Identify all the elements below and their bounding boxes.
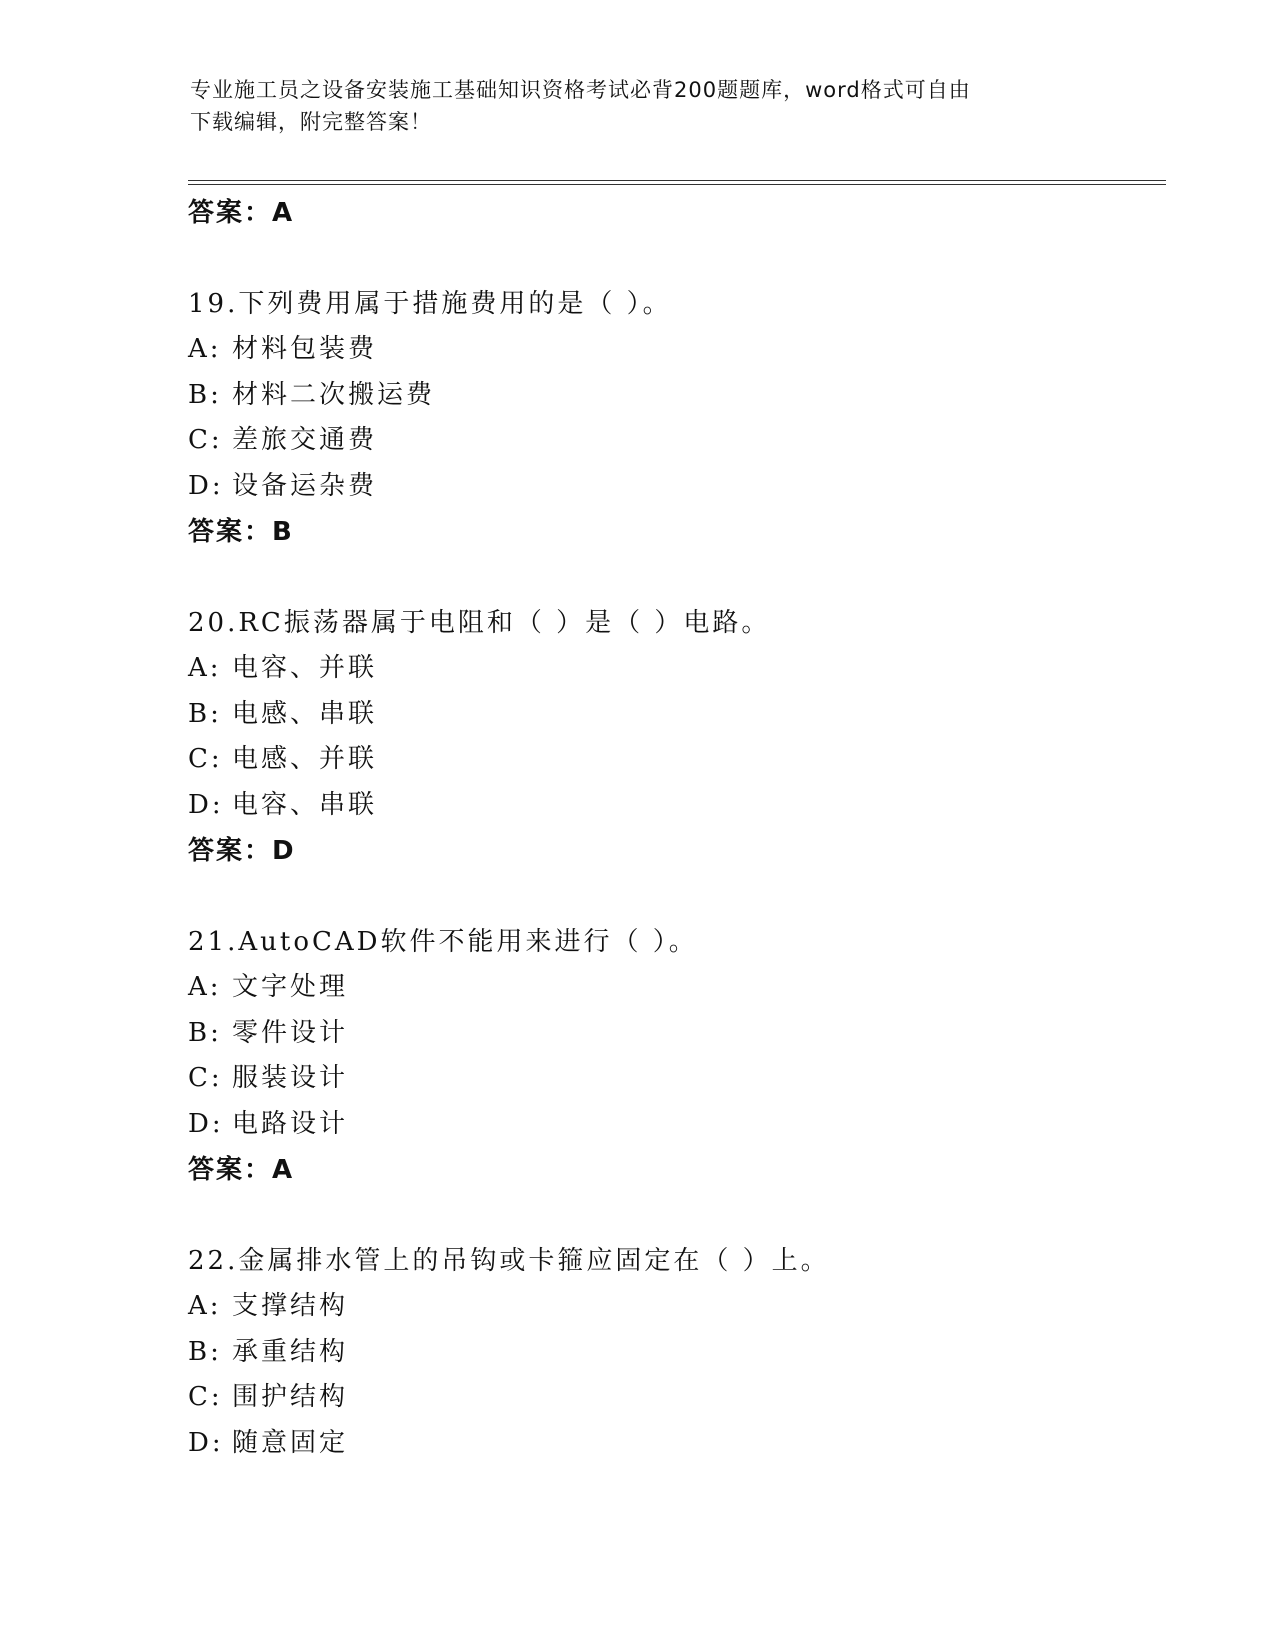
- answer-line: 答案：D: [188, 836, 296, 866]
- option-text: 材料二次搬运费: [232, 379, 436, 410]
- question-number: 21.: [188, 927, 239, 957]
- option-d: [188, 1421, 1148, 1467]
- option-a: [188, 327, 1148, 373]
- question-text: [188, 281, 1148, 327]
- spacer: [188, 236, 1148, 281]
- question-number: 22.: [188, 1246, 239, 1276]
- option-letter: C:: [188, 1382, 223, 1412]
- option-letter: B:: [188, 1336, 222, 1367]
- question-number: 19.: [188, 289, 239, 319]
- document-header: [190, 74, 1090, 138]
- option-letter: C:: [188, 744, 223, 774]
- option-d: [188, 1102, 1148, 1148]
- option-text: 设备运杂费: [232, 470, 378, 501]
- header-divider-top: [188, 180, 1166, 181]
- option-b: [188, 1330, 1148, 1376]
- option-text: 服装设计: [232, 1063, 349, 1093]
- option-b: [188, 1011, 1148, 1057]
- answer-line: 答案：B: [188, 517, 294, 547]
- option-c: [188, 418, 1148, 464]
- header-divider-bottom: [188, 184, 1166, 185]
- option-a: [188, 1284, 1148, 1330]
- header-line-1: 专业施工员之设备安装施工基础知识资格考试必背200题题库，word格式可自由: [190, 78, 971, 102]
- header-line-2: 下载编辑，附完整答案！: [190, 110, 432, 134]
- option-c: [188, 737, 1148, 783]
- question-body: 金属排水管上的吊钩或卡箍应固定在（ ）上。: [238, 1246, 830, 1276]
- option-c: [188, 1375, 1148, 1421]
- option-text: 围护结构: [232, 1382, 349, 1412]
- option-b: [188, 373, 1148, 419]
- option-text: 电容、并联: [232, 653, 378, 683]
- option-text: 文字处理: [232, 972, 349, 1002]
- spacer: [188, 555, 1148, 600]
- question-list: [188, 190, 1148, 1466]
- question-text: [188, 1238, 1148, 1284]
- question-body: RC振荡器属于电阻和（ ）是（ ）电路。: [238, 608, 771, 638]
- option-d: [188, 783, 1148, 829]
- option-letter: D:: [188, 1427, 224, 1458]
- option-text: 材料包装费: [232, 334, 378, 364]
- option-letter: D:: [188, 789, 224, 820]
- option-letter: D:: [188, 470, 224, 501]
- spacer: [188, 874, 1148, 919]
- question-body: AutoCAD软件不能用来进行（ ）。: [238, 927, 698, 957]
- option-c: [188, 1056, 1148, 1102]
- option-letter: A:: [188, 1291, 222, 1321]
- option-a: [188, 965, 1148, 1011]
- option-text: 支撑结构: [232, 1291, 349, 1321]
- question-text: [188, 600, 1148, 646]
- option-text: 差旅交通费: [232, 425, 378, 455]
- option-text: 承重结构: [232, 1336, 349, 1367]
- option-text: 电感、串联: [232, 698, 378, 729]
- question-number: 20.: [188, 608, 239, 638]
- option-letter: A:: [188, 972, 222, 1002]
- option-letter: B:: [188, 698, 222, 729]
- option-text: 零件设计: [232, 1017, 349, 1048]
- option-a: [188, 646, 1148, 692]
- option-letter: D:: [188, 1108, 224, 1139]
- option-letter: B:: [188, 379, 222, 410]
- option-letter: B:: [188, 1017, 222, 1048]
- option-b: [188, 692, 1148, 738]
- option-letter: C:: [188, 1063, 223, 1093]
- option-text: 电容、串联: [232, 789, 378, 820]
- option-letter: C:: [188, 425, 223, 455]
- answer-line: 答案：A: [188, 1155, 295, 1185]
- option-letter: A:: [188, 334, 222, 364]
- question-text: [188, 919, 1148, 965]
- option-d: [188, 464, 1148, 510]
- answer-line: 答案：A: [188, 198, 295, 228]
- question-body: 下列费用属于措施费用的是（ ）。: [238, 289, 672, 319]
- spacer: [188, 1193, 1148, 1238]
- option-text: 电路设计: [232, 1108, 349, 1139]
- option-text: 随意固定: [232, 1427, 349, 1458]
- option-text: 电感、并联: [232, 744, 378, 774]
- option-letter: A:: [188, 653, 222, 683]
